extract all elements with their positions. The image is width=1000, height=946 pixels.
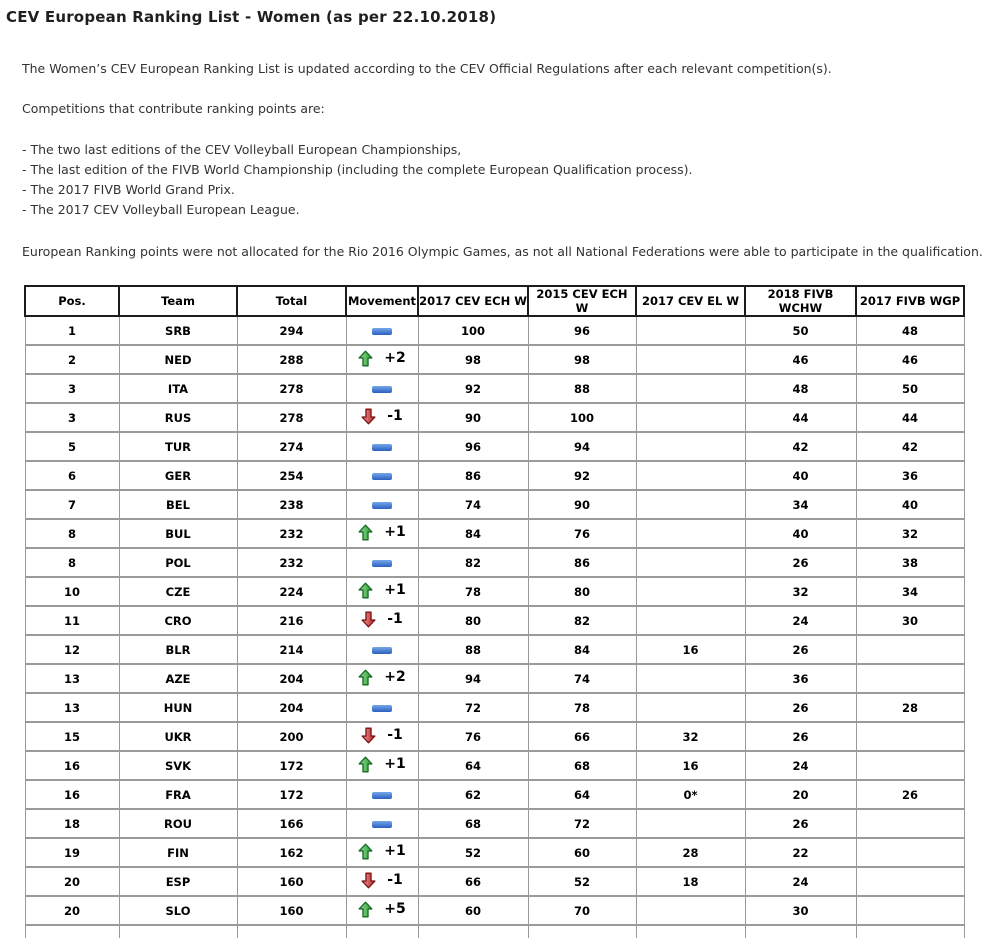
movement-up-arrow-icon	[358, 901, 373, 918]
movement-up-arrow-icon	[358, 582, 373, 599]
cell-col-0: 90	[418, 403, 528, 432]
cell-col-3: 48	[745, 374, 856, 403]
cell-movement	[346, 838, 418, 867]
cell-col-2	[636, 664, 745, 693]
table-row	[25, 461, 964, 490]
table-row	[25, 345, 964, 374]
cell-col-4: 32	[856, 519, 964, 548]
cell-pos: 13	[25, 693, 119, 722]
cell-col-1: 72	[528, 809, 636, 838]
cell-total: 172	[237, 780, 346, 809]
cell-pos: 20	[25, 867, 119, 896]
cell-col-3: 24	[745, 751, 856, 780]
cell-col-2: 32	[636, 722, 745, 751]
cell-pos: 12	[25, 635, 119, 664]
movement-same-dash-icon	[372, 560, 392, 567]
cell-movement	[346, 490, 418, 519]
cell-movement	[346, 751, 418, 780]
cell-team: UKR	[119, 722, 237, 751]
cell-col-4: 44	[856, 403, 964, 432]
movement-value: +1	[384, 524, 406, 540]
cell-movement	[346, 548, 418, 577]
cell-movement	[346, 780, 418, 809]
cell-col-0: 68	[418, 809, 528, 838]
cell-team: FIN	[119, 838, 237, 867]
cell-team: CZE	[119, 577, 237, 606]
cell-col-1: 92	[528, 461, 636, 490]
cell-col-0: 66	[418, 867, 528, 896]
cell-col-2: 16	[636, 635, 745, 664]
cell-col-3: 40	[745, 461, 856, 490]
cell-col-2	[636, 896, 745, 925]
competition-list-item: - The 2017 FIVB World Grand Prix.	[22, 182, 235, 197]
cell-pos: 7	[25, 490, 119, 519]
cell-col-1: 52	[528, 867, 636, 896]
cell-col-1: 96	[528, 316, 636, 345]
cell-col-1: 98	[528, 345, 636, 374]
cell-pos: 10	[25, 577, 119, 606]
header-total: Total	[237, 286, 346, 316]
movement-up-arrow-icon	[358, 669, 373, 686]
cell-total: 204	[237, 693, 346, 722]
cell-col-3: 20	[745, 780, 856, 809]
cell-col-0: 80	[418, 606, 528, 635]
table-row	[25, 693, 964, 722]
movement-value: +2	[384, 669, 406, 685]
movement-same-dash-icon	[372, 473, 392, 480]
cell-col-1: 88	[528, 374, 636, 403]
header-pos: Pos.	[25, 286, 119, 316]
cell-col-3: 26	[745, 809, 856, 838]
cell-pos: 20	[25, 896, 119, 925]
cell-col-1: 90	[528, 490, 636, 519]
table-row	[25, 809, 964, 838]
cell-team: TUR	[119, 432, 237, 461]
movement-up-arrow-icon	[358, 524, 373, 541]
cell-team: HUN	[119, 693, 237, 722]
competitions-intro: Competitions that contribute ranking points are:	[22, 101, 325, 116]
cell-col-0: 92	[418, 374, 528, 403]
cell-col-0: 94	[418, 664, 528, 693]
competition-list-item: - The two last editions of the CEV Volleyball European Championships,	[22, 142, 462, 157]
cell-pos: 2	[25, 345, 119, 374]
movement-value: +1	[384, 756, 406, 772]
movement-up-arrow-icon	[358, 350, 373, 367]
cell-col-2: 0*	[636, 780, 745, 809]
cell-pos: 15	[25, 722, 119, 751]
cell-pos: 19	[25, 838, 119, 867]
cell-col-0: 72	[418, 693, 528, 722]
cell-movement	[346, 432, 418, 461]
cell-col-1: 70	[528, 896, 636, 925]
cell-total: 160	[237, 896, 346, 925]
cell-total: 166	[237, 809, 346, 838]
cell-team: NED	[119, 345, 237, 374]
header-2017-cev-el-w: 2017 CEV EL W	[636, 286, 745, 316]
cell-col-1: 60	[528, 838, 636, 867]
movement-same-dash-icon	[372, 386, 392, 393]
cell-team: RUS	[119, 403, 237, 432]
cell-team: GER	[119, 461, 237, 490]
cell-movement	[346, 635, 418, 664]
movement-value: -1	[387, 611, 403, 627]
partial-row-body	[25, 925, 964, 938]
cell-col-4	[856, 809, 964, 838]
cell-total: 278	[237, 374, 346, 403]
cell-col-4	[856, 838, 964, 867]
cell-col-4: 40	[856, 490, 964, 519]
cell-col-0: 86	[418, 461, 528, 490]
cell-col-2	[636, 432, 745, 461]
cell-col-3: 24	[745, 867, 856, 896]
cell-col-0: 82	[418, 548, 528, 577]
cell-col-3: 32	[745, 577, 856, 606]
table-row	[25, 490, 964, 519]
movement-same-dash-icon	[372, 444, 392, 451]
cell-team: SVK	[119, 751, 237, 780]
cell-total: 214	[237, 635, 346, 664]
header-2017-fivb-wgp: 2017 FIVB WGP	[856, 286, 964, 316]
movement-same-dash-icon	[372, 821, 392, 828]
cell-col-4: 36	[856, 461, 964, 490]
movement-value: +5	[384, 901, 406, 917]
cell-team: AZE	[119, 664, 237, 693]
ranking-table-body	[25, 316, 964, 925]
cell-col-4: 46	[856, 345, 964, 374]
cell-team: SRB	[119, 316, 237, 345]
cell-team: ROU	[119, 809, 237, 838]
cell-team: POL	[119, 548, 237, 577]
cell-col-2	[636, 606, 745, 635]
cell-movement	[346, 693, 418, 722]
cell-movement	[346, 867, 418, 896]
cell-col-4	[856, 896, 964, 925]
cell-col-1: 86	[528, 548, 636, 577]
movement-same-dash-icon	[372, 705, 392, 712]
cell-col-3: 26	[745, 548, 856, 577]
cell-col-1: 94	[528, 432, 636, 461]
cell-col-3: 44	[745, 403, 856, 432]
cell-total: 254	[237, 461, 346, 490]
cell-col-1: 74	[528, 664, 636, 693]
cell-col-4: 38	[856, 548, 964, 577]
cell-col-4	[856, 722, 964, 751]
cell-movement	[346, 374, 418, 403]
cell-total: 224	[237, 577, 346, 606]
cell-col-1: 84	[528, 635, 636, 664]
cell-movement	[346, 809, 418, 838]
cell-pos: 5	[25, 432, 119, 461]
cell-movement	[346, 519, 418, 548]
cell-col-0: 76	[418, 722, 528, 751]
cell-col-2	[636, 345, 745, 374]
cell-total: 200	[237, 722, 346, 751]
cell-col-4: 42	[856, 432, 964, 461]
cell-col-0: 64	[418, 751, 528, 780]
cell-total: 278	[237, 403, 346, 432]
page-title: CEV European Ranking List - Women (as per 22.10.2018)	[6, 8, 497, 26]
table-row	[25, 432, 964, 461]
cell-col-3: 50	[745, 316, 856, 345]
cell-team: ESP	[119, 867, 237, 896]
cell-col-2	[636, 548, 745, 577]
table-row	[25, 896, 964, 925]
cell-movement	[346, 345, 418, 374]
header-movement: Movement	[346, 286, 418, 316]
cell-team: FRA	[119, 780, 237, 809]
movement-same-dash-icon	[372, 647, 392, 654]
cell-col-4: 50	[856, 374, 964, 403]
cell-col-3: 26	[745, 635, 856, 664]
movement-same-dash-icon	[372, 328, 392, 335]
cell-col-2	[636, 519, 745, 548]
cell-col-4	[856, 867, 964, 896]
table-row	[25, 838, 964, 867]
cell-total: 274	[237, 432, 346, 461]
table-row	[25, 867, 964, 896]
cell-col-0: 84	[418, 519, 528, 548]
cell-col-2	[636, 577, 745, 606]
table-row	[25, 316, 964, 345]
table-row	[25, 519, 964, 548]
cell-total: 288	[237, 345, 346, 374]
cell-team: BLR	[119, 635, 237, 664]
table-row	[25, 374, 964, 403]
cell-col-3: 42	[745, 432, 856, 461]
cell-movement	[346, 722, 418, 751]
table-row	[25, 664, 964, 693]
table-row	[25, 577, 964, 606]
cell-total: 238	[237, 490, 346, 519]
cell-col-0: 78	[418, 577, 528, 606]
cell-pos: 3	[25, 374, 119, 403]
cell-col-4: 48	[856, 316, 964, 345]
cell-total: 232	[237, 548, 346, 577]
cell-col-3: 26	[745, 722, 856, 751]
cell-pos: 16	[25, 780, 119, 809]
cell-col-0: 98	[418, 345, 528, 374]
cell-team: BEL	[119, 490, 237, 519]
cell-col-1: 82	[528, 606, 636, 635]
cell-total: 294	[237, 316, 346, 345]
cell-team: BUL	[119, 519, 237, 548]
movement-up-arrow-icon	[358, 756, 373, 773]
cell-total: 204	[237, 664, 346, 693]
cell-col-1: 64	[528, 780, 636, 809]
cell-col-4: 28	[856, 693, 964, 722]
cell-col-2	[636, 809, 745, 838]
table-row	[25, 635, 964, 664]
header-2018-fivb-wchw: 2018 FIVB WCHW	[745, 286, 856, 316]
cell-col-0: 96	[418, 432, 528, 461]
table-row-partial	[25, 925, 964, 938]
cell-col-3: 36	[745, 664, 856, 693]
intro-paragraph: The Women’s CEV European Ranking List is updated according to the CEV Official Regulations after each relevant competition(s).	[22, 61, 832, 76]
ranking-table-header	[25, 286, 964, 316]
note-paragraph: European Ranking points were not allocated for the Rio 2016 Olympic Games, as not all National Federations were able to participate in the qualification.	[22, 244, 983, 259]
competition-list-item: - The 2017 CEV Volleyball European League.	[22, 202, 300, 217]
movement-down-arrow-icon	[361, 611, 376, 628]
header-2015-cev-ech-w: 2015 CEV ECH W	[528, 286, 636, 316]
table-row	[25, 722, 964, 751]
cell-col-4	[856, 664, 964, 693]
cell-movement	[346, 403, 418, 432]
movement-value: -1	[387, 727, 403, 743]
cell-col-0: 100	[418, 316, 528, 345]
cell-total: 160	[237, 867, 346, 896]
movement-value: +1	[384, 582, 406, 598]
cell-total: 216	[237, 606, 346, 635]
competitions-list	[22, 140, 1000, 220]
cell-col-2	[636, 374, 745, 403]
cell-team: ITA	[119, 374, 237, 403]
table-row	[25, 403, 964, 432]
cell-col-3: 26	[745, 693, 856, 722]
cell-col-3: 22	[745, 838, 856, 867]
cell-col-3: 40	[745, 519, 856, 548]
cell-col-1: 76	[528, 519, 636, 548]
cell-movement	[346, 606, 418, 635]
cell-pos: 8	[25, 548, 119, 577]
cell-col-2	[636, 403, 745, 432]
cell-col-3: 46	[745, 345, 856, 374]
cell-team: SLO	[119, 896, 237, 925]
cell-pos: 16	[25, 751, 119, 780]
cell-col-3: 34	[745, 490, 856, 519]
cell-col-0: 74	[418, 490, 528, 519]
cell-col-4	[856, 751, 964, 780]
movement-down-arrow-icon	[361, 408, 376, 425]
cell-col-0: 52	[418, 838, 528, 867]
cell-col-1: 68	[528, 751, 636, 780]
cell-col-2	[636, 316, 745, 345]
cell-movement	[346, 461, 418, 490]
cell-pos: 18	[25, 809, 119, 838]
header-team: Team	[119, 286, 237, 316]
cell-col-4: 34	[856, 577, 964, 606]
cell-total: 172	[237, 751, 346, 780]
cell-movement	[346, 316, 418, 345]
table-row	[25, 751, 964, 780]
cell-col-2	[636, 461, 745, 490]
movement-value: -1	[387, 408, 403, 424]
cell-pos: 3	[25, 403, 119, 432]
movement-same-dash-icon	[372, 792, 392, 799]
cell-col-4	[856, 635, 964, 664]
cell-col-2: 18	[636, 867, 745, 896]
header-2017-cev-ech-w: 2017 CEV ECH W	[418, 286, 528, 316]
cell-col-0: 62	[418, 780, 528, 809]
movement-down-arrow-icon	[361, 872, 376, 889]
movement-value: +2	[384, 350, 406, 366]
movement-same-dash-icon	[372, 502, 392, 509]
cell-pos: 6	[25, 461, 119, 490]
cell-total: 232	[237, 519, 346, 548]
cell-col-4: 30	[856, 606, 964, 635]
ranking-table	[24, 285, 965, 938]
cell-col-2: 28	[636, 838, 745, 867]
cell-col-3: 24	[745, 606, 856, 635]
cell-team: CRO	[119, 606, 237, 635]
movement-value: -1	[387, 872, 403, 888]
cell-total: 162	[237, 838, 346, 867]
cell-col-2: 16	[636, 751, 745, 780]
table-row	[25, 780, 964, 809]
cell-col-1: 100	[528, 403, 636, 432]
movement-value: +1	[384, 843, 406, 859]
competition-list-item: - The last edition of the FIVB World Championship (including the complete European Qualification process).	[22, 162, 693, 177]
cell-pos: 11	[25, 606, 119, 635]
table-row	[25, 548, 964, 577]
cell-col-2	[636, 693, 745, 722]
cell-movement	[346, 664, 418, 693]
cell-pos: 1	[25, 316, 119, 345]
intro-section	[22, 59, 1000, 262]
cell-col-0: 88	[418, 635, 528, 664]
cell-pos: 8	[25, 519, 119, 548]
cell-movement	[346, 577, 418, 606]
cell-col-1: 66	[528, 722, 636, 751]
movement-up-arrow-icon	[358, 843, 373, 860]
cell-col-4: 26	[856, 780, 964, 809]
cell-col-0: 60	[418, 896, 528, 925]
movement-down-arrow-icon	[361, 727, 376, 744]
cell-col-2	[636, 490, 745, 519]
cell-col-1: 80	[528, 577, 636, 606]
cell-col-1: 78	[528, 693, 636, 722]
cell-col-3: 30	[745, 896, 856, 925]
cell-movement	[346, 896, 418, 925]
cell-pos: 13	[25, 664, 119, 693]
table-row	[25, 606, 964, 635]
